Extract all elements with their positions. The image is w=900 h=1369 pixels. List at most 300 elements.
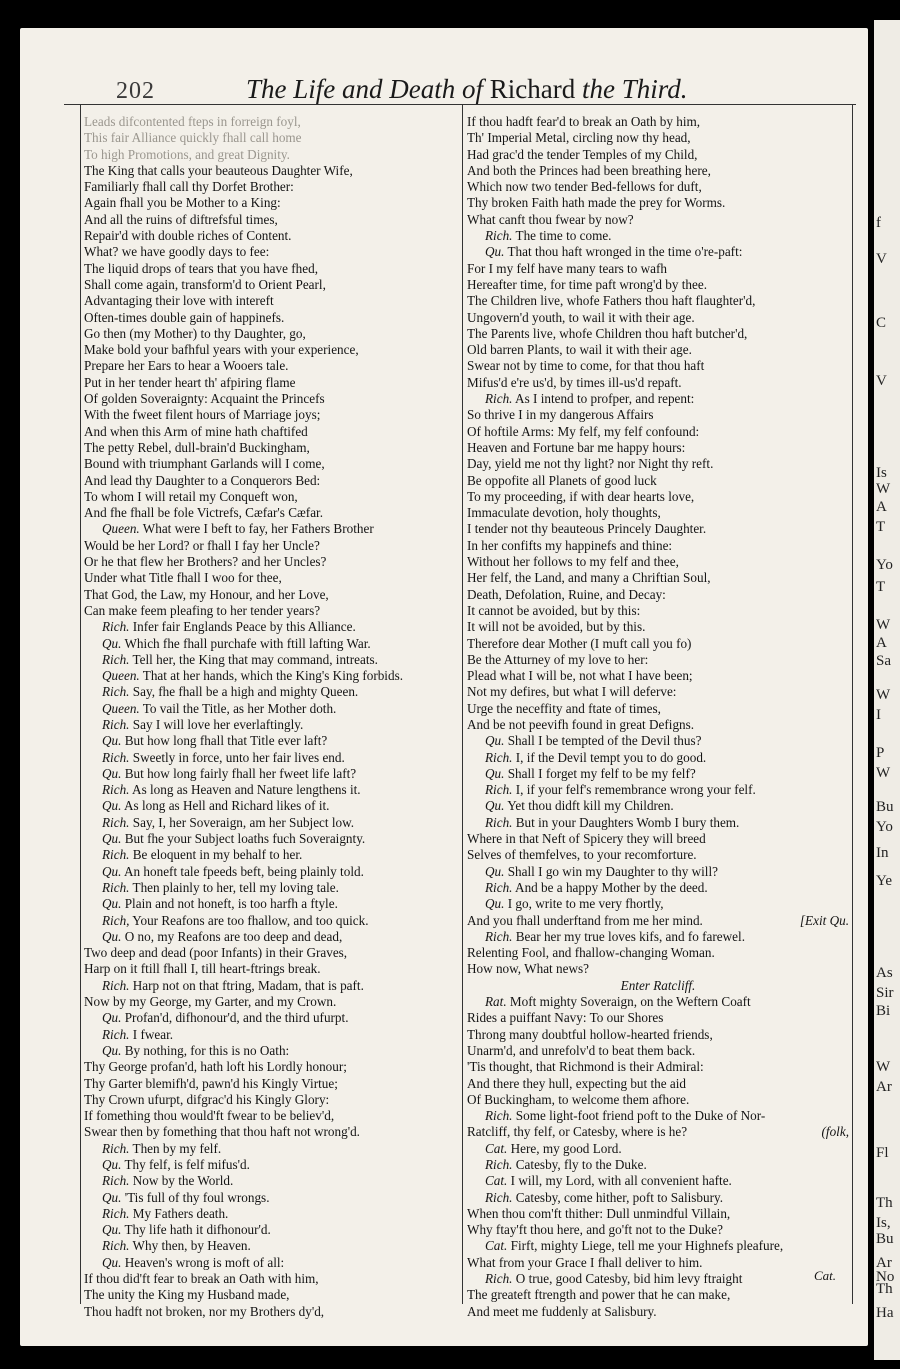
edge-fragment: Is <box>876 465 887 481</box>
line-text: Say I will love her everlaftingly. <box>132 716 304 732</box>
verse-line <box>467 375 849 391</box>
line-text: Put in her tender heart th' afpiring flame <box>84 374 296 390</box>
line-text: What were I beft to fay, her Fathers Brother <box>142 521 374 537</box>
line-text: What canft thou fwear by now? <box>467 211 634 227</box>
line-text: Can make feem pleafing to her tender years? <box>84 602 321 618</box>
verse-line <box>84 1092 458 1108</box>
verse-line <box>467 195 849 211</box>
line-text: Thou hadft not broken, nor my Brothers dy'd, <box>84 1303 325 1319</box>
speaker-prefix: Qu. <box>102 896 122 912</box>
verse-line <box>84 1010 458 1026</box>
line-text: Why ftay'ft thou here, and go'ft not to the Duke? <box>467 1222 723 1238</box>
verse-line <box>84 228 458 244</box>
line-text: Which now two tender Bed-fellows for duft, <box>467 179 702 195</box>
verse-line <box>84 961 458 977</box>
line-text: If fomething thou would'ft fwear to be believ'd, <box>84 1108 335 1124</box>
speaker-prefix: Qu. <box>485 863 505 879</box>
line-text: But how long fairly fhall her fweet life laft? <box>124 765 357 781</box>
verse-line <box>467 244 849 260</box>
line-text: Urge the neceffity and ftate of times, <box>467 700 661 716</box>
speaker-prefix: Rat. <box>485 994 507 1010</box>
line-text: But how long fhall that Title ever laft? <box>124 733 328 749</box>
speaker-prefix: Qu. <box>102 1222 122 1238</box>
verse-line <box>467 1010 849 1026</box>
verse-line <box>467 636 849 652</box>
verse-line <box>84 1304 458 1320</box>
verse-line <box>84 375 458 391</box>
line-text: Thy felf, is felf mifus'd. <box>124 1157 250 1172</box>
verse-line <box>84 505 458 521</box>
verse-line <box>84 994 458 1010</box>
verse-line <box>467 782 849 798</box>
edge-fragment: Sa <box>876 653 891 669</box>
edge-fragment: W <box>876 481 891 497</box>
edge-fragment: W <box>876 617 891 633</box>
verse-line <box>467 1092 849 1108</box>
verse-line <box>84 750 458 766</box>
line-text: Bear her my true loves kifs, and fo farewel. <box>515 928 745 944</box>
verse-line <box>84 636 458 652</box>
edge-fragment: f <box>876 215 881 231</box>
line-text: If thou did'ft fear to break an Oath with him, <box>84 1271 319 1287</box>
line-text: Mifus'd e're us'd, by times ill-us'd repaft. <box>467 374 682 390</box>
verse-line <box>84 261 458 277</box>
verse-line <box>467 798 849 814</box>
verse-line <box>467 538 849 554</box>
line-text: Shall come again, transform'd to Orient Pearl, <box>84 276 326 292</box>
speaker-prefix: Queen. <box>102 521 140 537</box>
line-text: Prepare her Ears to hear a Wooers tale. <box>84 358 289 374</box>
line-text: It cannot be avoided, but by this: <box>467 602 641 618</box>
line-text: To vail the Title, as her Mother doth. <box>142 700 337 716</box>
edge-fragment: In <box>876 845 889 861</box>
line-text: This fair Alliance quickly fhall call home <box>84 130 302 146</box>
speaker-prefix: Rich. <box>102 1140 130 1156</box>
title-word: of <box>462 74 484 104</box>
verse-line <box>467 130 849 146</box>
verse-line <box>467 619 849 635</box>
line-text: Or he that flew her Brothers? and her Uncles? <box>84 554 327 570</box>
line-text: Under what Title fhall I woo for thee, <box>84 570 282 586</box>
line-text: Had grac'd the tender Temples of my Child, <box>467 146 698 162</box>
line-text: 'Tis full of thy foul wrongs. <box>124 1189 270 1205</box>
line-text: What from your Grace I fhall deliver to him. <box>467 1254 703 1270</box>
verse-line <box>84 147 458 163</box>
speaker-prefix: Rich. <box>485 1157 513 1172</box>
line-text: Heaven's wrong is moft of all: <box>124 1254 285 1270</box>
verse-line <box>84 603 458 619</box>
line-text: Shall I be tempted of the Devil thus? <box>507 733 702 749</box>
speaker-prefix: Rich. <box>485 782 513 798</box>
verse-line <box>467 913 849 929</box>
speaker-prefix: Qu. <box>102 831 122 847</box>
verse-line <box>467 1238 849 1254</box>
verse-line <box>467 342 849 358</box>
verse-line <box>467 114 849 130</box>
line-text: For I my felf have many tears to wafh <box>467 260 667 276</box>
verse-line <box>467 668 849 684</box>
line-text: I, if your felf's remembrance wrong your felf. <box>515 782 756 798</box>
speaker-prefix: Rich. <box>102 847 130 863</box>
speaker-prefix: Qu. <box>485 733 505 749</box>
verse-line <box>467 1304 849 1320</box>
verse-line <box>467 391 849 407</box>
verse-line <box>467 831 849 847</box>
edge-fragment: P <box>876 745 885 761</box>
stage-direction: (folk, <box>821 1124 849 1140</box>
line-text: Be eloquent in my behalf to her. <box>132 847 303 863</box>
verse-line <box>467 293 849 309</box>
verse-line <box>84 929 458 945</box>
verse-line <box>84 1027 458 1043</box>
line-text: As long as Heaven and Nature lengthens it. <box>132 782 361 798</box>
verse-line <box>84 587 458 603</box>
verse-line <box>84 684 458 700</box>
page-number: 202 <box>116 78 155 104</box>
edge-fragment: Yo <box>876 819 893 835</box>
line-text: But fhe your Subject loaths fuch Soveraignty. <box>124 831 366 847</box>
line-text: And meet me fuddenly at Salisbury. <box>467 1303 657 1319</box>
line-text: Death, Defolation, Ruine, and Decay: <box>467 586 666 602</box>
speaker-prefix: Qu. <box>102 1254 122 1270</box>
speaker-prefix: Rich. <box>102 977 130 993</box>
line-text: That God, the Law, my Honour, and her Love, <box>84 586 329 602</box>
stage-direction: Enter Ratcliff. <box>620 977 696 993</box>
verse-line <box>467 978 849 994</box>
verse-line <box>84 407 458 423</box>
verse-line <box>467 521 849 537</box>
speaker-prefix: Rich. <box>485 391 513 407</box>
speaker-prefix: Rich, <box>102 912 130 928</box>
verse-line <box>467 1027 849 1043</box>
edge-fragment: I <box>876 707 881 723</box>
verse-line <box>467 945 849 961</box>
verse-line <box>84 847 458 863</box>
verse-line <box>84 310 458 326</box>
speaker-prefix: Qu. <box>102 1042 122 1058</box>
line-text: Two deep and dead (poor Infants) in their Graves, <box>84 945 348 961</box>
edge-fragment: A <box>876 635 887 651</box>
edge-fragment: Th <box>876 1195 893 1211</box>
line-text: Advantaging their love with intereft <box>84 293 274 309</box>
edge-fragment: As <box>876 965 893 981</box>
line-text: Familiarly fhall call thy Dorfet Brother: <box>84 179 294 195</box>
speaker-prefix: Rich. <box>102 1173 130 1189</box>
verse-line <box>84 212 458 228</box>
speaker-prefix: Qu. <box>485 765 505 781</box>
line-text: I tender not thy beauteous Princely Daughter. <box>467 521 707 537</box>
line-text: To my proceeding, if with dear hearts love, <box>467 488 695 504</box>
line-text: I will, my Lord, with all convenient hafte. <box>510 1173 732 1189</box>
edge-fragment: Ha <box>876 1305 894 1321</box>
speaker-prefix: Qu. <box>485 896 505 912</box>
verse-line <box>467 1190 849 1206</box>
line-text: 'Tis thought, that Richmond is their Admiral: <box>467 1059 704 1075</box>
edge-fragment: C <box>876 315 887 331</box>
edge-fragment: No <box>876 1269 895 1285</box>
speaker-prefix: Rich. <box>102 716 130 732</box>
edge-fragment: Th <box>876 1281 893 1297</box>
line-text: Ungovern'd youth, to wail it with their age. <box>467 309 695 325</box>
speaker-prefix: Qu. <box>102 635 122 651</box>
verse-line <box>467 1141 849 1157</box>
verse-line <box>467 1206 849 1222</box>
verse-line <box>84 815 458 831</box>
line-text: Hereafter time, for time paft wrong'd by thee. <box>467 276 708 292</box>
speaker-prefix: Qu. <box>102 928 122 944</box>
verse-line <box>467 179 849 195</box>
stage-direction: [Exit Qu. <box>799 912 849 928</box>
line-text: The Parents live, whofe Children thou haft butcher'd, <box>467 325 748 341</box>
verse-line <box>467 440 849 456</box>
line-text: Shall I forget my felf to be my felf? <box>507 765 696 781</box>
line-text: To whom I will retail my Conqueft won, <box>84 488 298 504</box>
speaker-prefix: Qu. <box>102 1010 122 1026</box>
line-text: Relenting Fool, and fhallow-changing Woman. <box>467 945 715 961</box>
verse-line <box>467 554 849 570</box>
line-text: Of golden Soveraignty: Acquaint the Princefs <box>84 391 325 407</box>
verse-line <box>84 391 458 407</box>
line-text: Catesby, come hither, poft to Salisbury. <box>515 1189 724 1205</box>
verse-line <box>467 864 849 880</box>
verse-line <box>84 717 458 733</box>
line-text: As long as Hell and Richard likes of it. <box>124 798 330 814</box>
verse-line <box>467 1076 849 1092</box>
line-text: Then by my felf. <box>132 1140 222 1156</box>
edge-fragment: T <box>876 579 886 595</box>
verse-line <box>467 815 849 831</box>
verse-line <box>467 326 849 342</box>
verse-line <box>84 1043 458 1059</box>
line-text: Be oppofite all Planets of good luck <box>467 472 657 488</box>
verse-line <box>84 244 458 260</box>
verse-line <box>467 1108 849 1124</box>
speaker-prefix: Rich. <box>485 749 513 765</box>
line-text: If thou hadft fear'd to break an Oath by him, <box>467 114 701 129</box>
verse-line <box>84 1157 458 1173</box>
verse-line <box>84 342 458 358</box>
line-text: Again fhall you be Mother to a King: <box>84 195 281 211</box>
edge-fragment: A <box>876 499 887 515</box>
line-text: The King that calls your beauteous Daughter Wife, <box>84 162 353 178</box>
verse-line <box>467 717 849 733</box>
verse-line <box>467 587 849 603</box>
speaker-prefix: Qu. <box>102 733 122 749</box>
catchword: Cat. <box>814 1268 837 1283</box>
verse-line <box>467 1059 849 1075</box>
verse-line <box>467 1043 849 1059</box>
line-text: Yet thou didft kill my Children. <box>507 798 674 814</box>
line-text: How now, What news? <box>467 961 589 977</box>
line-text: The greateft ftrength and power that he can make, <box>467 1287 731 1303</box>
line-text: Where in that Neft of Spicery they will breed <box>467 831 706 847</box>
verse-line <box>467 505 849 521</box>
verse-line <box>84 798 458 814</box>
line-text: When thou com'ft thither: Dull unmindful Villain, <box>467 1205 731 1221</box>
line-text: Immaculate devotion, holy thoughts, <box>467 505 661 521</box>
title-word: Third. <box>621 74 688 104</box>
verse-line <box>84 554 458 570</box>
edge-fragment: Ar <box>876 1079 892 1095</box>
line-text: In her confifts my happinefs and thine: <box>467 537 673 553</box>
line-text: And fhe fhall be fole Victrefs, Cæfar's Cæfar. <box>84 505 324 521</box>
line-text: By nothing, for this is no Oath: <box>124 1042 290 1058</box>
verse-line <box>467 603 849 619</box>
speaker-prefix: Qu. <box>485 798 505 814</box>
edge-fragment: W <box>876 687 891 703</box>
line-text: Firft, mighty Liege, tell me your Highnefs pleafure, <box>510 1238 784 1254</box>
speaker-prefix: Rich. <box>102 1238 130 1254</box>
verse-line <box>84 1141 458 1157</box>
title-word: and <box>342 74 383 104</box>
speaker-prefix: Qu. <box>102 863 122 879</box>
verse-line <box>467 456 849 472</box>
line-text: Now by my George, my Garter, and my Crown. <box>84 994 337 1010</box>
speaker-prefix: Rich. <box>485 1189 513 1205</box>
left-text-column <box>84 114 458 1320</box>
edge-fragment: W <box>876 1059 891 1075</box>
verse-line <box>84 1206 458 1222</box>
edge-fragment: Yo <box>876 557 893 573</box>
verse-line <box>467 847 849 863</box>
verse-line <box>467 1124 849 1140</box>
line-text: The time to come. <box>515 228 612 244</box>
verse-line <box>84 277 458 293</box>
line-text: And you fhall underftand from me her mind. <box>467 912 703 928</box>
line-text: Thy Crown ufurpt, difgrac'd his Kingly Glory: <box>84 1091 330 1107</box>
line-text: Tell her, the King that may command, intreats. <box>132 651 378 667</box>
edge-fragment: Bu <box>876 799 894 815</box>
speaker-prefix: Queen. <box>102 668 140 684</box>
speaker-prefix: Queen. <box>102 700 140 716</box>
verse-line <box>84 358 458 374</box>
edge-fragment: Ye <box>876 873 892 889</box>
verse-line <box>467 896 849 912</box>
edge-fragment: Bu <box>876 1231 894 1247</box>
verse-line <box>467 261 849 277</box>
speaker-prefix: Rich. <box>485 928 513 944</box>
line-text: Not my defires, but what I will deferve: <box>467 684 677 700</box>
verse-line <box>84 1124 458 1140</box>
line-text: Sweetly in force, unto her fair lives end. <box>132 749 345 765</box>
verse-line <box>467 473 849 489</box>
verse-line <box>84 668 458 684</box>
line-text: Leads difcontented fteps in forreign foyl, <box>84 114 301 129</box>
title-word: Richard <box>489 74 576 104</box>
line-text: Selves of themfelves, to your recomforture. <box>467 847 697 863</box>
line-text: Throng many doubtful hollow-hearted friends, <box>467 1026 713 1042</box>
speaker-prefix: Cat. <box>485 1140 508 1156</box>
verse-line <box>467 1271 849 1287</box>
edge-fragment: Ar <box>876 1255 892 1271</box>
verse-line <box>467 684 849 700</box>
line-text: To high Promotions, and great Dignity. <box>84 146 290 162</box>
verse-line <box>84 570 458 586</box>
verse-line <box>84 831 458 847</box>
line-text: The unity the King my Husband made, <box>84 1287 290 1303</box>
line-text: Often-times double gain of happinefs. <box>84 309 285 325</box>
line-text: An honeft tale fpeeds beft, being plainly told. <box>124 863 364 879</box>
verse-line <box>84 440 458 456</box>
line-text: I, if the Devil tempt you to do good. <box>515 749 707 765</box>
verse-line <box>467 652 849 668</box>
running-title <box>246 74 688 105</box>
verse-line <box>467 1222 849 1238</box>
line-text: And all the ruins of diftrefsful times, <box>84 211 278 227</box>
verse-line <box>467 570 849 586</box>
verse-line <box>84 701 458 717</box>
line-text: Rides a puiffant Navy: To our Shores <box>467 1010 664 1026</box>
line-text: Here, my good Lord. <box>510 1140 622 1156</box>
line-text: Without her follows to my felf and thee, <box>467 554 679 570</box>
verse-line <box>84 864 458 880</box>
line-text: My Fathers death. <box>132 1205 229 1221</box>
edge-fragment: Is, <box>876 1215 891 1231</box>
verse-line <box>84 1287 458 1303</box>
speaker-prefix: Rich. <box>102 749 130 765</box>
speaker-prefix: Rich. <box>102 651 130 667</box>
line-text: And be not peevifh found in great Defigns. <box>467 716 695 732</box>
facing-page-edge <box>874 20 900 1360</box>
speaker-prefix: Rich. <box>485 228 513 244</box>
line-text: Of Buckingham, to welcome them afhore. <box>467 1091 690 1107</box>
line-text: The liquid drops of tears that you have fhed, <box>84 260 319 276</box>
verse-line <box>84 913 458 929</box>
verse-line <box>84 619 458 635</box>
line-text: Thy life hath it difhonour'd. <box>124 1222 271 1238</box>
speaker-prefix: Rich. <box>485 1271 513 1287</box>
speaker-prefix: Qu. <box>485 244 505 260</box>
line-text: Plead what I will be, not what I have been; <box>467 668 693 684</box>
verse-line <box>84 1076 458 1092</box>
verse-line <box>84 880 458 896</box>
verse-line <box>84 521 458 537</box>
line-text: Why then, by Heaven. <box>132 1238 251 1254</box>
verse-line <box>84 1173 458 1189</box>
verse-line <box>467 310 849 326</box>
speaker-prefix: Rich. <box>102 1026 130 1042</box>
speaker-prefix: Rich. <box>102 782 130 798</box>
verse-line <box>467 766 849 782</box>
verse-line <box>84 1059 458 1075</box>
verse-line <box>84 766 458 782</box>
verse-line <box>84 1222 458 1238</box>
line-text: I fwear. <box>132 1026 174 1042</box>
line-text: And be a happy Mother by the deed. <box>515 879 708 895</box>
line-text: Thy George profan'd, hath loft his Lordly honour; <box>84 1059 347 1075</box>
line-text: Be the Atturney of my love to her: <box>467 651 649 667</box>
line-text: Which fhe fhall purchafe with ftill lafting War. <box>124 635 371 651</box>
verse-line <box>467 1173 849 1189</box>
line-text: Her felf, the Land, and many a Chriftian Soul, <box>467 570 711 586</box>
line-text: O no, my Reafons are too deep and dead, <box>124 928 343 944</box>
verse-line <box>84 978 458 994</box>
verse-line <box>467 961 849 977</box>
speaker-prefix: Qu. <box>102 765 122 781</box>
line-text: The Children live, whofe Fathers thou haft flaughter'd, <box>467 293 756 309</box>
verse-line <box>467 750 849 766</box>
verse-line <box>84 896 458 912</box>
line-text: Shall I go win my Daughter to thy will? <box>507 863 718 879</box>
edge-fragment: W <box>876 765 891 781</box>
line-text: And both the Princes had been breathing here, <box>467 162 711 178</box>
line-text: And there they hull, expecting but the aid <box>467 1075 686 1091</box>
verse-line <box>84 424 458 440</box>
verse-line <box>467 277 849 293</box>
line-text: Some light-foot friend poft to the Duke of Nor- <box>515 1108 766 1124</box>
line-text: Day, yield me not thy light? nor Night thy reft. <box>467 456 714 472</box>
line-text: Your Reafons are too fhallow, and too quick. <box>132 912 369 928</box>
